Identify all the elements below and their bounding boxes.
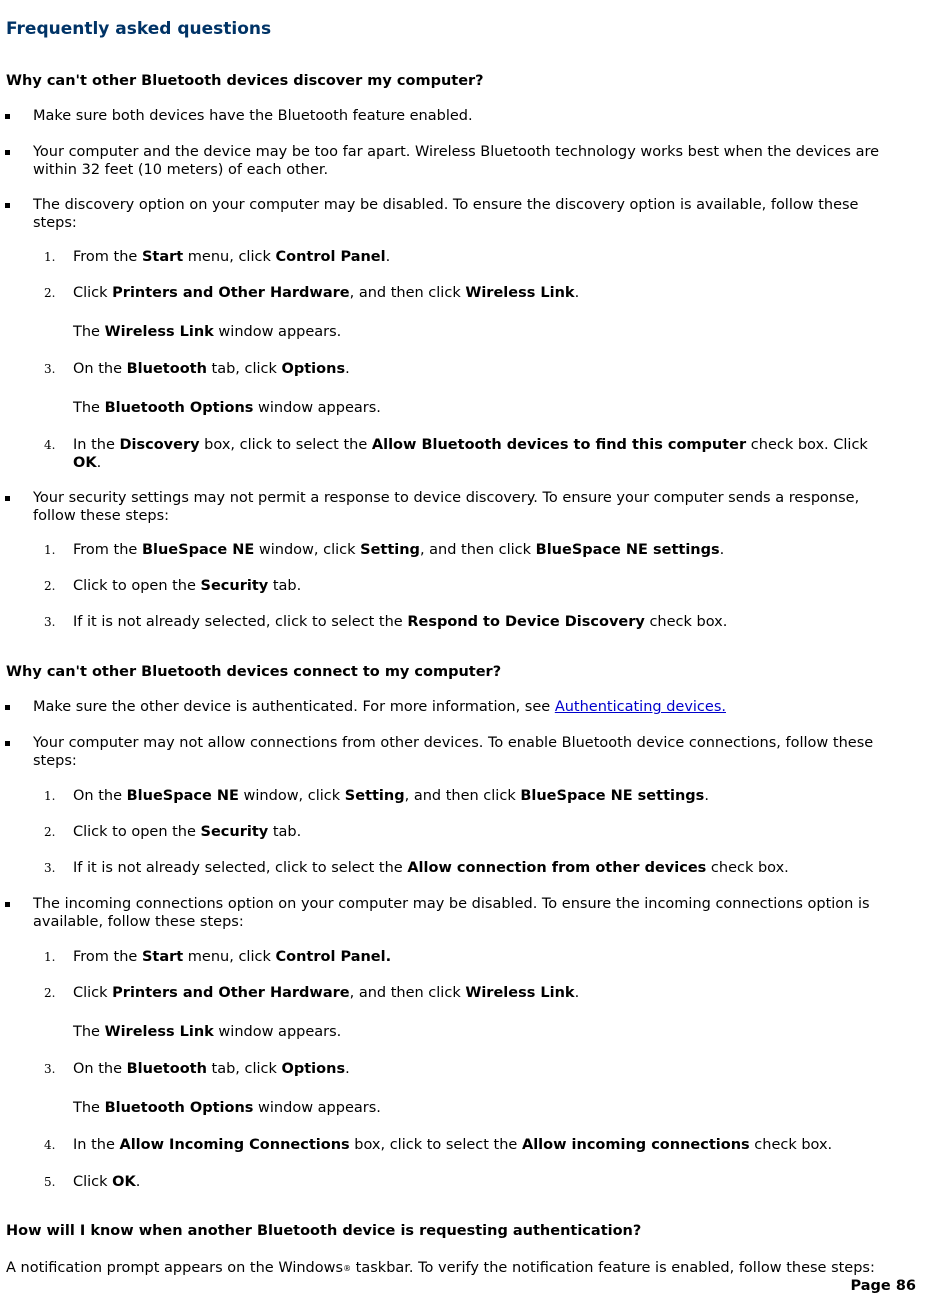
bullet-square-icon	[5, 741, 10, 746]
step-number: 4.	[44, 1138, 56, 1152]
step-number: 4.	[44, 438, 56, 452]
step-text: Click to open the Security tab.	[73, 824, 302, 840]
paragraph-text: A notification prompt appears on the Windows® taskbar. To verify the notification feature is enabled, follow these steps:	[6, 1260, 875, 1276]
step-note: The Wireless Link window appears.	[73, 324, 342, 340]
step-text: On the Bluetooth tab, click Options.	[73, 1061, 350, 1077]
question-heading: How will I know when another Bluetooth device is requesting authentication?	[6, 1223, 642, 1239]
step-number: 2.	[44, 286, 56, 300]
step-text: On the BlueSpace NE window, click Setting, and then click BlueSpace NE settings.	[73, 788, 709, 804]
step-number: 1.	[44, 789, 56, 803]
question-heading: Why can't other Bluetooth devices connect to my computer?	[6, 664, 502, 680]
step-text: If it is not already selected, click to select the Allow connection from other devices check box.	[73, 860, 789, 876]
step-note: The Bluetooth Options window appears.	[73, 1100, 381, 1116]
bullet-text: Make sure both devices have the Bluetooth feature enabled.	[33, 108, 473, 124]
page-number: Page 86	[850, 1278, 916, 1294]
step-number: 1.	[44, 543, 56, 557]
bullet-text: Your computer and the device may be too far apart. Wireless Bluetooth technology works best when the devices are within 32 feet (10 meters) of each other.	[33, 144, 880, 178]
step-note: The Wireless Link window appears.	[73, 1024, 342, 1040]
bullet-text: Your security settings may not permit a response to device discovery. To ensure your computer sends a response, follow these steps:	[33, 490, 860, 524]
step-text: On the Bluetooth tab, click Options.	[73, 361, 350, 377]
step-text: Click Printers and Other Hardware, and then click Wireless Link.	[73, 985, 580, 1001]
step-text: From the Start menu, click Control Panel.	[73, 949, 392, 965]
step-text: In the Discovery box, click to select the Allow Bluetooth devices to find this computer check box. Click OK.	[73, 437, 868, 471]
bullet-square-icon	[5, 705, 10, 710]
bullet-square-icon	[5, 496, 10, 501]
bullet-square-icon	[5, 150, 10, 155]
step-text: From the BlueSpace NE window, click Setting, and then click BlueSpace NE settings.	[73, 542, 725, 558]
step-text: Click Printers and Other Hardware, and then click Wireless Link.	[73, 285, 580, 301]
bullet-text: The incoming connections option on your computer may be disabled. To ensure the incoming connections option is available, follow these steps:	[33, 896, 870, 930]
step-number: 2.	[44, 825, 56, 839]
page-title: Frequently asked questions	[6, 19, 272, 39]
bullet-text: Make sure the other device is authenticated. For more information, see Authenticating devices.	[33, 699, 726, 715]
step-text: From the Start menu, click Control Panel.	[73, 249, 391, 265]
bullet-square-icon	[5, 203, 10, 208]
step-text: If it is not already selected, click to select the Respond to Device Discovery check box.	[73, 614, 728, 630]
step-number: 3.	[44, 861, 56, 875]
step-number: 2.	[44, 986, 56, 1000]
bullet-square-icon	[5, 114, 10, 119]
step-text: Click to open the Security tab.	[73, 578, 302, 594]
step-note: The Bluetooth Options window appears.	[73, 400, 381, 416]
step-text: In the Allow Incoming Connections box, click to select the Allow incoming connections check box.	[73, 1137, 833, 1153]
bullet-text: Your computer may not allow connections from other devices. To enable Bluetooth device connections, follow these steps:	[33, 735, 874, 769]
step-number: 5.	[44, 1175, 56, 1189]
step-number: 2.	[44, 579, 56, 593]
step-number: 3.	[44, 615, 56, 629]
step-text: Click OK.	[73, 1174, 141, 1190]
step-number: 1.	[44, 250, 56, 264]
bullet-square-icon	[5, 902, 10, 907]
question-heading: Why can't other Bluetooth devices discover my computer?	[6, 73, 484, 89]
step-number: 1.	[44, 950, 56, 964]
step-number: 3.	[44, 1062, 56, 1076]
authenticating-devices-link[interactable]: Authenticating devices.	[554, 699, 726, 715]
step-number: 3.	[44, 362, 56, 376]
bullet-text: The discovery option on your computer may be disabled. To ensure the discovery option is available, follow these steps:	[33, 197, 859, 231]
